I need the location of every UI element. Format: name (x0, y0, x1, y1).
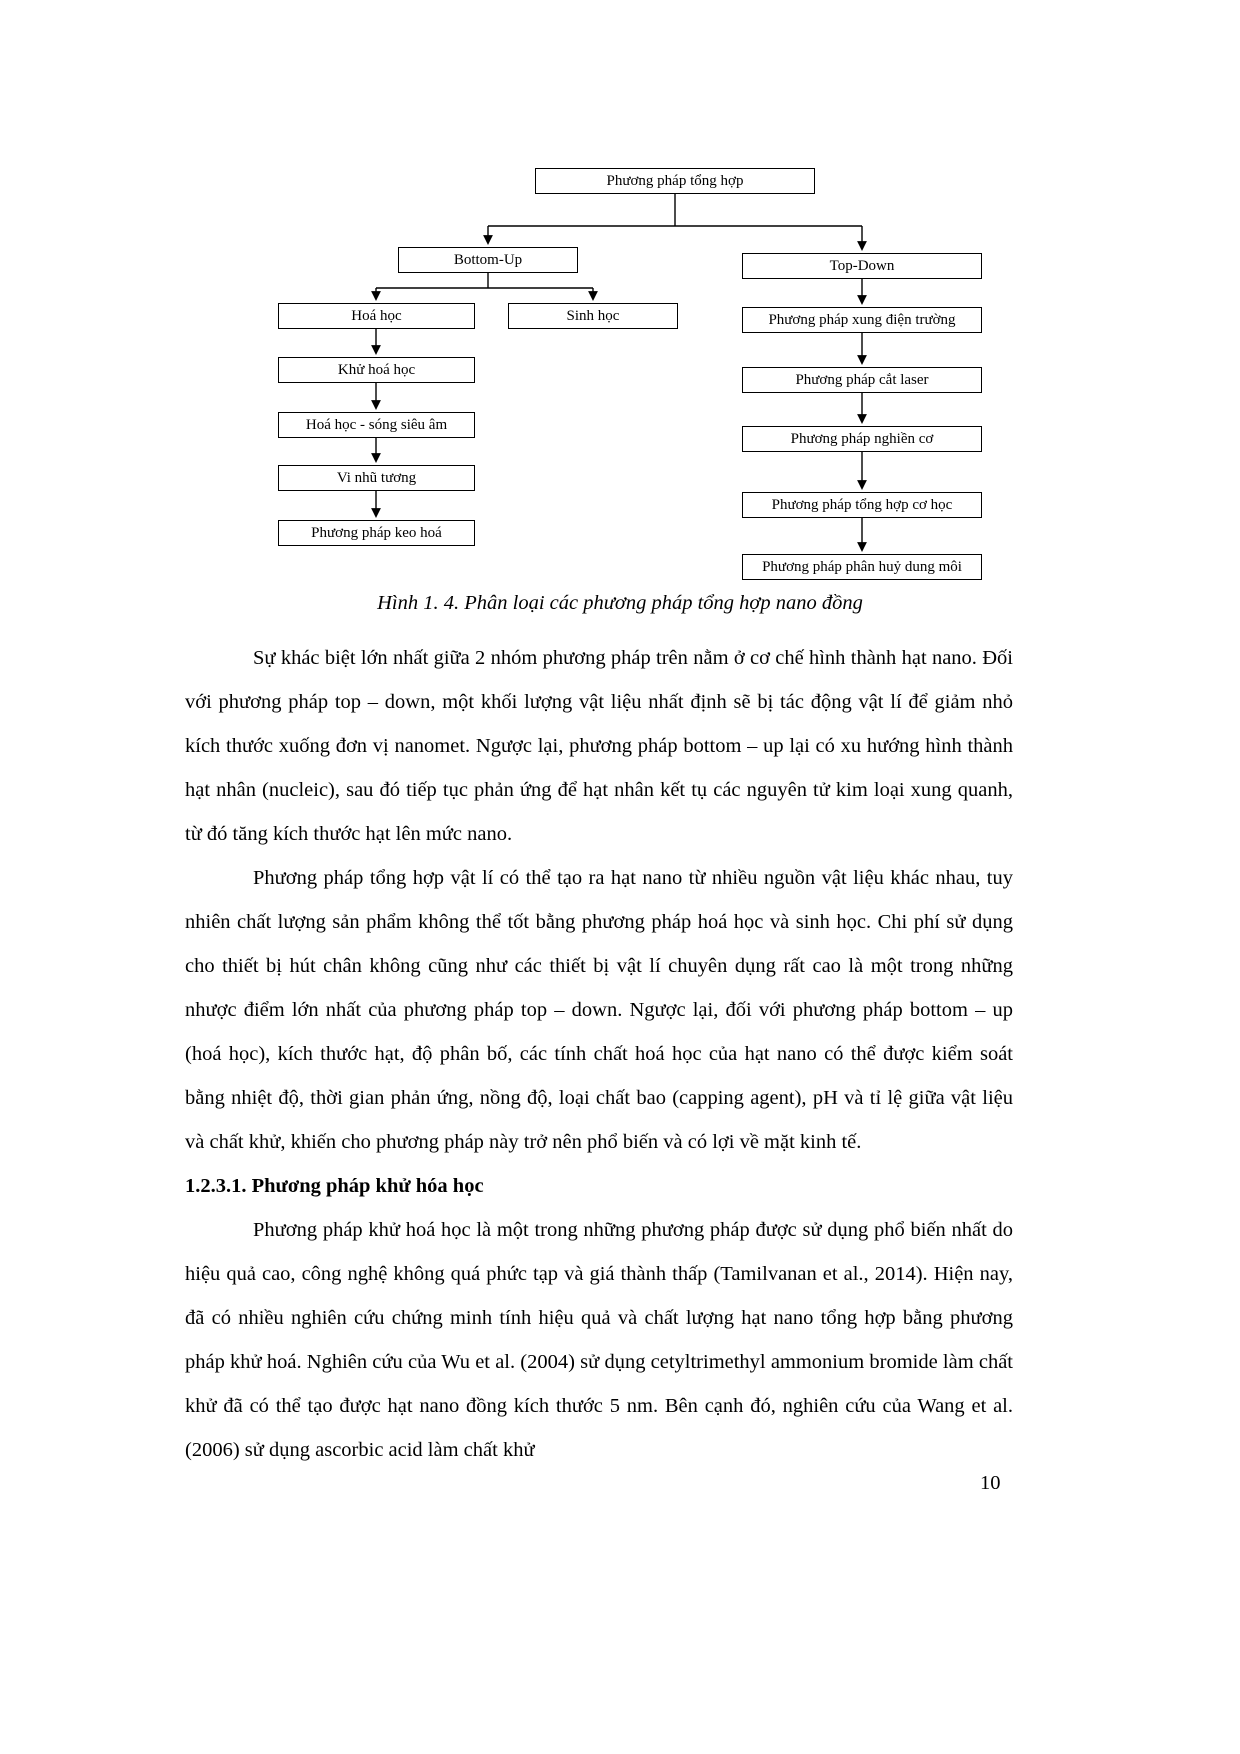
flowchart-node-cat-laser: Phương pháp cắt laser (742, 367, 982, 393)
flowchart-node-bottom-up: Bottom-Up (398, 247, 578, 273)
flowchart-node-khu-hoa-hoc: Khử hoá học (278, 357, 475, 383)
flowchart-node-nghien-co: Phương pháp nghiền cơ (742, 426, 982, 452)
flowchart-node-vi-nhu-tuong: Vi nhũ tương (278, 465, 475, 491)
flowchart-node-song-sieu-am: Hoá học - sóng siêu âm (278, 412, 475, 438)
flowchart-node-keo-hoa: Phương pháp keo hoá (278, 520, 475, 546)
flowchart-node-xung-dien-truong: Phương pháp xung điện trường (742, 307, 982, 333)
flowchart-node-hoa-hoc: Hoá học (278, 303, 475, 329)
figure-caption: Hình 1. 4. Phân loại các phương pháp tổng hợp nano đồng (377, 592, 863, 614)
page-number: 10 (980, 1472, 1001, 1494)
flowchart-node-top-down: Top-Down (742, 253, 982, 279)
body-text (185, 636, 1013, 1472)
flowchart-node-phan-huy-dung-moi: Phương pháp phân huỷ dung môi (742, 554, 982, 580)
paragraph-2: Phương pháp tổng hợp vật lí có thể tạo ra hạt nano từ nhiều nguồn vật liệu khác nhau, tuy nhiên chất lượng sản phẩm không thể tốt bằng phương pháp hoá học và sinh học. Chi phí sử dụng cho thiết bị hút chân không cũng như các thiết bị vật lí chuyên dụng rất cao là một trong những nhược điểm lớn nhất của phương pháp top – down. Ngược lại, đối với phương pháp bottom – up (hoá học), kích thước hạt, độ phân bố, các tính chất hoá học của hạt nano có thể được kiểm soát bằng nhiệt độ, thời gian phản ứng, nồng độ, loại chất bao (capping agent), pH và tỉ lệ giữa vật liệu và chất khử, khiến cho phương pháp này trở nên phổ biến và có lợi về mặt kinh tế. (185, 867, 1013, 1153)
paragraph-3: Phương pháp khử hoá học là một trong những phương pháp được sử dụng phổ biến nhất do hiệu quả cao, công nghệ không quá phức tạp và giá thành thấp (Tamilvanan et al., 2014). Hiện nay, đã có nhiều nghiên cứu chứng minh tính hiệu quả và chất lượng hạt nano tổng hợp bằng phương pháp khử hoá. Nghiên cứu của Wu et al. (2004) sử dụng cetyltrimethyl ammonium bromide làm chất khử đã có thể tạo được hạt nano đồng kích thước 5 nm. Bên cạnh đó, nghiên cứu của Wang et al. (2006) sử dụng ascorbic acid làm chất khử (185, 1219, 1013, 1461)
flowchart-node-root: Phương pháp tổng hợp (535, 168, 815, 194)
paragraph-1: Sự khác biệt lớn nhất giữa 2 nhóm phương pháp trên nằm ở cơ chế hình thành hạt nano. Đối với phương pháp top – down, một khối lượng vật liệu nhất định sẽ bị tác động vật lí để giảm nhỏ kích thước xuống đơn vị nanomet. Ngược lại, phương pháp bottom – up lại có xu hướng hình thành hạt nhân (nucleic), sau đó tiếp tục phản ứng để hạt nhân kết tụ các nguyên tử kim loại xung quanh, từ đó tăng kích thước hạt lên mức nano. (185, 647, 1013, 845)
flowchart-node-sinh-hoc: Sinh học (508, 303, 678, 329)
flowchart-node-tong-hop-co-hoc: Phương pháp tổng hợp cơ học (742, 492, 982, 518)
section-heading: 1.2.3.1. Phương pháp khử hóa học (185, 1175, 484, 1197)
